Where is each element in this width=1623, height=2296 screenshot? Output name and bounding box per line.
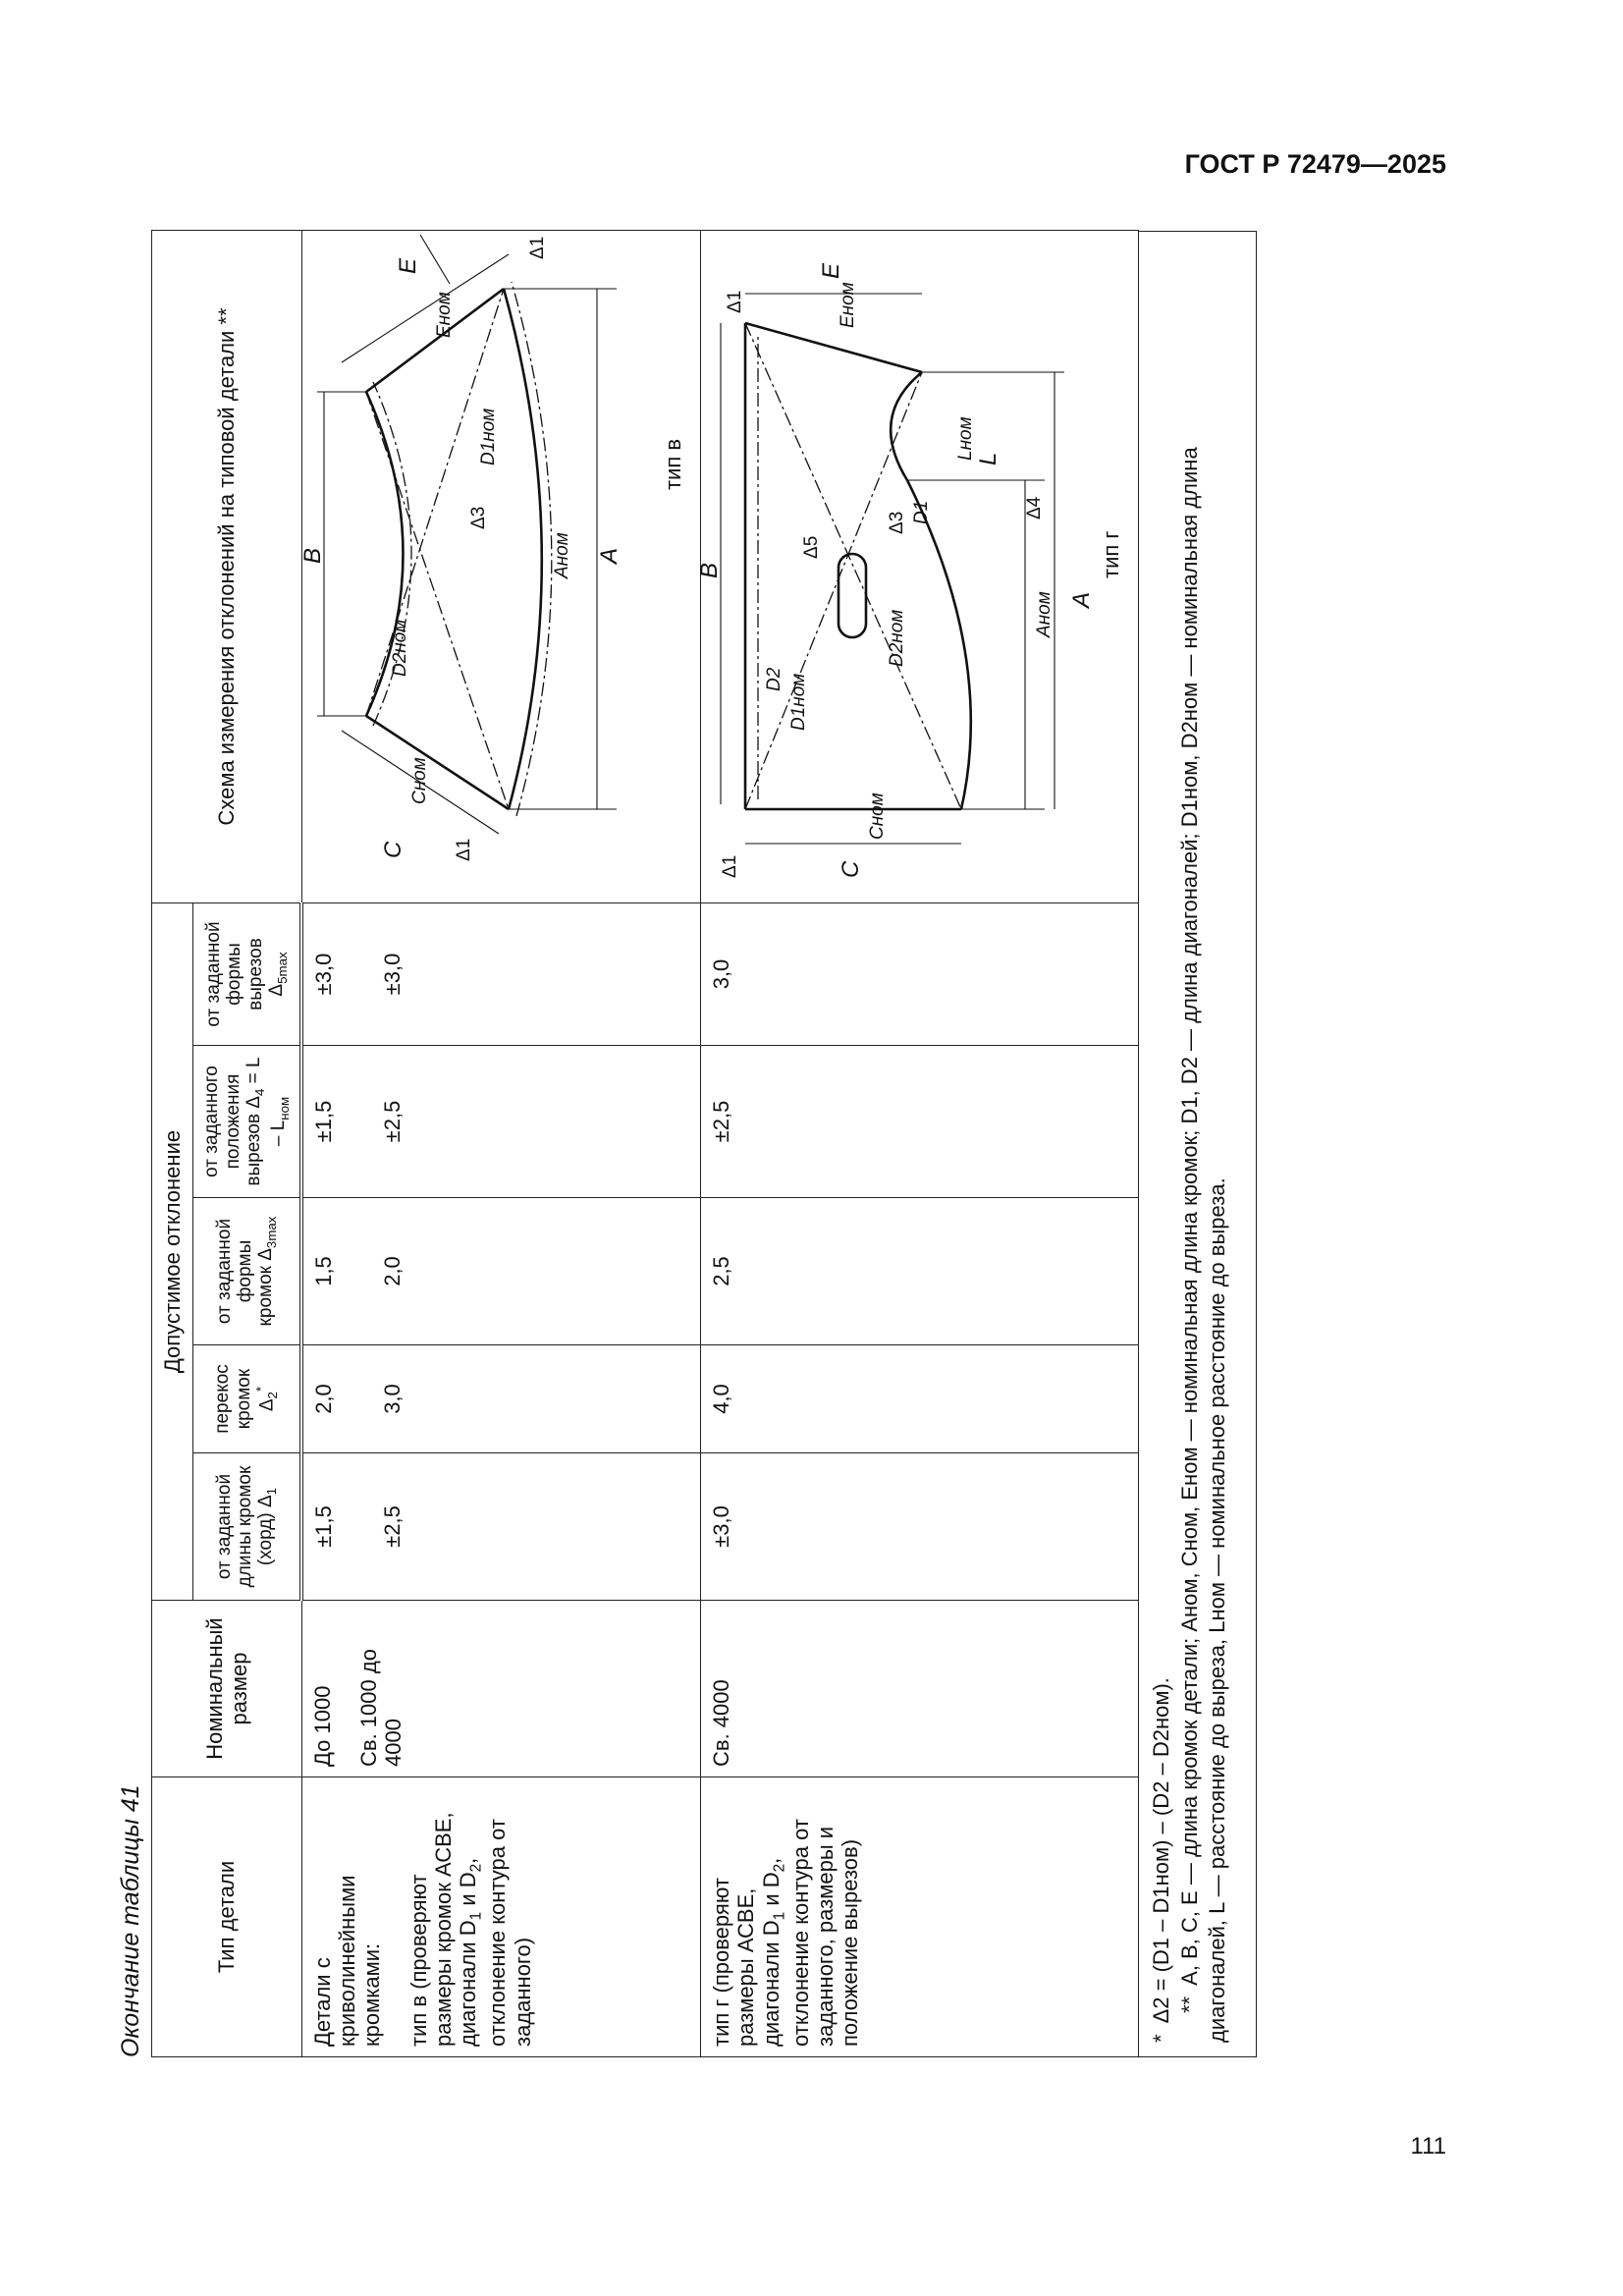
row-v-type: Детали с криволинейными кромками: тип в (проверяют размеры кромок АСВЕ, диагонали $D_1$ и $D_2$, отклонение контура от заданного) <box>301 1777 700 2057</box>
table-row <box>301 231 700 2057</box>
label-delta1-right: Δ1 <box>526 236 548 259</box>
label-d1-nom: D1ном <box>477 408 499 465</box>
row-v-scheme <box>298 231 700 903</box>
label-c: C <box>838 860 864 878</box>
header-part-type: Тип детали <box>152 1777 302 2057</box>
label-delta1-right: Δ1 <box>725 290 745 313</box>
table-footnotes <box>1139 231 1257 2057</box>
deviation-table <box>151 230 1139 2057</box>
row-g-col1: ±3,0 <box>701 1453 1139 1601</box>
table-row <box>701 231 1139 2057</box>
cut-edge-e <box>891 372 922 480</box>
row-g-size: Св. 4000 <box>701 1601 1139 1777</box>
slot-cutout <box>839 554 866 637</box>
row-v-col1: ±1,5 ±2,5 <box>301 1453 700 1601</box>
header-allowed-deviation: Допустимое отклонение <box>152 903 193 1601</box>
label-delta1-left: Δ1 <box>720 854 740 878</box>
label-d2-nom: D2ном <box>887 609 907 667</box>
row-g-col2: 4,0 <box>701 1345 1139 1453</box>
label-a: A <box>1068 591 1095 608</box>
header-nominal-size: Номинальный размер <box>152 1601 302 1777</box>
label-delta1-left: Δ1 <box>453 838 474 861</box>
label-delta4: Δ4 <box>1024 496 1045 519</box>
label-c: C <box>379 841 406 858</box>
label-delta3: Δ3 <box>887 511 907 534</box>
header-edge-skew: перекос кромок $\Delta_2^*$ <box>193 1345 301 1453</box>
rotated-table-block <box>110 231 1455 2057</box>
label-d1: D1 <box>911 500 932 524</box>
row-g-col5: 3,0 <box>701 903 1139 1046</box>
label-type-g: тип г <box>1099 530 1123 578</box>
row-v-size: До 1000 Св. 1000 до 4000 <box>301 1601 700 1777</box>
type-g-diagram <box>696 230 1133 902</box>
label-a-nom: Aном <box>551 532 572 578</box>
label-c-nom: Cном <box>408 757 430 804</box>
footnote-2: ** A, B, C, E — длина кромок детали; Aном, Cном, Eном — номинальная длина кромок; D1, D2 — длина диагоналей; D1ном, D2ном — номинальная длина <box>1176 447 1202 2013</box>
label-a-nom: Aном <box>1034 591 1055 637</box>
type-v-diagram <box>298 230 695 902</box>
label-a: A <box>595 547 622 564</box>
label-b: B <box>298 547 326 564</box>
label-l: L <box>975 452 1001 465</box>
row-g-scheme <box>696 231 1139 903</box>
label-d1-nom: D1ном <box>788 673 809 731</box>
header-cutout-position-dev: от заданного положения вырезов $\Delta_4 = L - L_{ном}$ <box>193 1046 301 1198</box>
row-v-col5: ±3,0 ±3,0 <box>301 903 700 1046</box>
header-cutout-shape-dev: от заданной формы вырезов $\Delta_{5max}$ <box>193 903 301 1046</box>
label-e: E <box>818 262 844 279</box>
label-e-nom: Eном <box>838 282 858 328</box>
gost-code: ГОСТ Р 72479—2025 <box>1184 149 1446 179</box>
label-d2: D2 <box>764 667 784 691</box>
label-d2-nom: D2ном <box>389 619 410 677</box>
label-type-v: тип в <box>660 438 685 490</box>
row-v-col2: 2,0 3,0 <box>301 1345 700 1453</box>
label-e-nom: Eном <box>433 292 455 338</box>
label-b: B <box>696 562 723 578</box>
header-edge-shape-dev: от заданной формы кромок $\Delta_{3max}$ <box>193 1198 301 1345</box>
footnote-1: * Δ2 = (D1 – D1ном) – (D2 – D2ном). <box>1149 1677 1174 2043</box>
row-g-type: тип г (проверяют размеры АСВЕ, диагонали $D_1$ и $D_2$, отклонение контура от заданного, размеры и положение вырезов) <box>701 1777 1139 2057</box>
label-delta3: Δ3 <box>467 506 489 529</box>
header-scheme: Схема измерения отклонений на типовой детали ** <box>152 231 302 903</box>
row-v-col4: ±1,5 ±2,5 <box>301 1046 700 1198</box>
label-l-nom: Lном <box>955 416 976 461</box>
table-caption: Окончание таблицы 41 <box>117 1784 144 2057</box>
header-edge-length-dev: от заданной длины кромок (хорд) $\Delta_1$ <box>193 1453 301 1601</box>
label-delta5: Δ5 <box>801 535 822 559</box>
row-g-col3: 2,5 <box>701 1198 1139 1345</box>
row-v-col3: 1,5 2,0 <box>301 1198 700 1345</box>
label-e: E <box>394 257 421 274</box>
page-number: 111 <box>1410 2133 1446 2159</box>
footnote-2-cont: диагоналей, L — расстояние до выреза, Lном — номинальное расстояние до выреза. <box>1205 1177 1230 2043</box>
label-c-nom: Cном <box>867 793 888 840</box>
row-g-col4: ±2,5 <box>701 1046 1139 1198</box>
